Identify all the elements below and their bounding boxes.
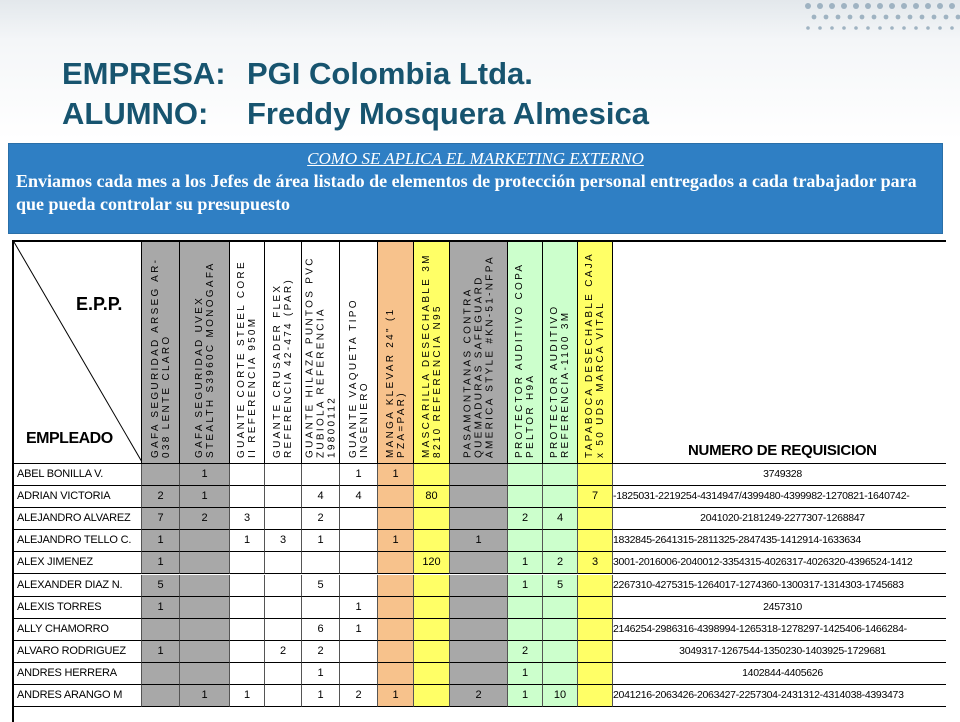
quantity-cell: [378, 552, 414, 574]
column-header-label: GUANTE HILAZA PUNTOS PVC ZUBIOLA REFERENCIA 19800112: [304, 255, 337, 458]
quantity-cell: 1: [180, 464, 230, 486]
quantity-cell: [578, 685, 613, 707]
requisition-numbers: 2146254-2986316-4398994-1265318-1278297-1425406-1466284-: [613, 622, 907, 635]
decorative-dot: [853, 3, 859, 9]
quantity-cell: [450, 552, 508, 574]
quantity-cell: 1: [340, 464, 378, 486]
quantity-cell: [450, 663, 508, 685]
quantity-cell: 1: [142, 597, 180, 619]
quantity-cell: [414, 575, 450, 597]
employee-name-cell: ABEL BONILLA V.: [14, 464, 142, 486]
quantity-cell: [230, 597, 265, 619]
quantity-cell: [378, 597, 414, 619]
requisition-numbers: 3001-2016006-2040012-3354315-4026317-4026320-4396524-1412: [613, 556, 913, 569]
quantity-cell: 1: [142, 641, 180, 663]
requisition-header: NUMERO DE REQUISICION: [688, 442, 877, 459]
quantity-cell: [578, 530, 613, 552]
quantity-cell: [508, 486, 543, 508]
quantity-cell: 1: [302, 530, 340, 552]
column-header: [302, 242, 340, 464]
quantity-cell: [180, 597, 230, 619]
requisition-cell: [613, 619, 946, 641]
column-header-label: MASCARILLA DESECHABLE 3M 8210 REFERENCIA N95: [420, 252, 443, 458]
quantity-cell: [543, 597, 578, 619]
quantity-cell: 6: [302, 619, 340, 641]
quantity-cell: 2: [508, 508, 543, 530]
quantity-cell: [265, 619, 302, 641]
quantity-cell: [414, 641, 450, 663]
quantity-cell: [450, 641, 508, 663]
column-header: [340, 242, 378, 464]
quantity-cell: 1: [180, 685, 230, 707]
quantity-cell: 1: [378, 464, 414, 486]
quantity-cell: 1: [378, 685, 414, 707]
quantity-cell: [265, 597, 302, 619]
requisition-cell: [613, 597, 946, 619]
quantity-cell: [450, 619, 508, 641]
empleado-label: EMPLEADO: [26, 430, 113, 447]
quantity-cell: [378, 508, 414, 530]
quantity-cell: [543, 530, 578, 552]
quantity-cell: [450, 486, 508, 508]
column-header: [180, 242, 230, 464]
quantity-cell: [142, 619, 180, 641]
decorative-dot: [950, 26, 954, 30]
column-header: [508, 242, 543, 464]
quantity-cell: [180, 641, 230, 663]
quantity-cell: 2: [302, 508, 340, 530]
empresa-value: PGI Colombia Ltda.: [247, 56, 533, 91]
employee-name-cell: ADRIAN VICTORIA: [14, 486, 142, 508]
requisition-cell: [613, 552, 946, 574]
quantity-cell: 3: [265, 530, 302, 552]
quantity-cell: 3: [230, 508, 265, 530]
employee-name-cell: ALLY CHAMORRO: [14, 619, 142, 641]
quantity-cell: [414, 685, 450, 707]
column-header: [378, 242, 414, 464]
quantity-cell: [180, 530, 230, 552]
quantity-cell: [578, 508, 613, 530]
quantity-cell: 1: [508, 552, 543, 574]
requisition-numbers: -1825031-2219254-4314947/4399480-4399982-1270821-1640742-: [613, 490, 910, 503]
decorative-dot: [913, 3, 919, 9]
decorative-dot: [806, 26, 810, 30]
employee-name-cell: ANDRES ARANGO M: [14, 685, 142, 707]
quantity-cell: [378, 641, 414, 663]
quantity-cell: [414, 663, 450, 685]
quantity-cell: [230, 619, 265, 641]
quantity-cell: [378, 619, 414, 641]
quantity-cell: 2: [142, 486, 180, 508]
quantity-cell: [265, 663, 302, 685]
quantity-cell: [578, 619, 613, 641]
decorative-dot: [812, 15, 817, 20]
requisition-numbers: 2041216-2063426-2063427-2257304-2431312-4314038-4393473: [613, 689, 904, 701]
quantity-cell: [340, 663, 378, 685]
quantity-cell: 1: [450, 530, 508, 552]
decorative-dot: [914, 26, 918, 30]
decorative-dot: [824, 15, 829, 20]
quantity-cell: [508, 464, 543, 486]
quantity-cell: [543, 663, 578, 685]
quantity-cell: 1: [302, 685, 340, 707]
quantity-cell: [142, 663, 180, 685]
quantity-cell: [508, 597, 543, 619]
quantity-cell: [450, 575, 508, 597]
empresa-line: [62, 54, 649, 94]
quantity-cell: [340, 552, 378, 574]
requisition-numbers: 1402844-4405626: [742, 666, 823, 679]
requisition-cell: [613, 685, 946, 707]
decorative-dot: [926, 26, 930, 30]
decorative-dot: [884, 15, 889, 20]
corner-diagonal-line: [14, 242, 142, 462]
alumno-label: ALUMNO:: [62, 96, 209, 131]
quantity-cell: 1: [230, 685, 265, 707]
quantity-cell: 1: [142, 552, 180, 574]
quantity-cell: [578, 464, 613, 486]
column-header-label: PROTECTOR AUDITIVO REFERENCIA-1100 3M: [549, 304, 571, 458]
quantity-cell: 1: [378, 530, 414, 552]
decorative-dot-pattern: [800, 0, 960, 40]
quantity-cell: [340, 530, 378, 552]
quantity-cell: 2: [508, 641, 543, 663]
column-header-label: GAFA SEGURIDAD ARSEG AR-038 LENTE CLARO: [149, 257, 172, 458]
quantity-cell: [265, 575, 302, 597]
column-header: [230, 242, 265, 464]
quantity-cell: 1: [302, 663, 340, 685]
column-header: [578, 242, 613, 464]
quantity-cell: 2: [340, 685, 378, 707]
quantity-cell: [414, 508, 450, 530]
quantity-cell: [378, 575, 414, 597]
decorative-dot: [865, 3, 871, 9]
decorative-dot: [818, 26, 822, 30]
requisition-numbers: 2267310-4275315-1264017-1274360-1300317-1314303-1745683: [613, 578, 904, 591]
column-header-label: GUANTE VAQUETA TIPO INGENIERO: [347, 297, 370, 458]
requisition-cell: [613, 464, 946, 486]
decorative-dot: [949, 3, 955, 9]
employee-name-cell: ALEXANDER DIAZ N.: [14, 575, 142, 597]
decorative-dot: [944, 15, 949, 20]
quantity-cell: [142, 464, 180, 486]
quantity-cell: [414, 530, 450, 552]
quantity-cell: [142, 685, 180, 707]
column-header: [543, 242, 578, 464]
decorative-dot: [938, 26, 942, 30]
quantity-cell: 1: [180, 486, 230, 508]
quantity-cell: 2: [543, 552, 578, 574]
quantity-cell: [230, 641, 265, 663]
decorative-dot: [842, 26, 846, 30]
requisition-cell: [613, 641, 946, 663]
quantity-cell: [265, 552, 302, 574]
requisition-numbers: 2457310: [763, 600, 802, 613]
quantity-cell: 4: [543, 508, 578, 530]
quantity-cell: 1: [508, 685, 543, 707]
column-header: [142, 242, 180, 464]
decorative-dot: [878, 26, 882, 30]
quantity-cell: [302, 464, 340, 486]
quantity-cell: 1: [230, 530, 265, 552]
quantity-cell: [230, 464, 265, 486]
quantity-cell: 2: [450, 685, 508, 707]
quantity-cell: [543, 641, 578, 663]
column-header-label: PROTECTOR AUDITIVO COPA PELTOR H9A: [514, 262, 536, 458]
decorative-dot: [890, 26, 894, 30]
decorative-dot: [889, 3, 895, 9]
requisition-cell: [613, 508, 946, 530]
slide-title: [62, 54, 649, 134]
quantity-cell: 1: [340, 619, 378, 641]
quantity-cell: 10: [543, 685, 578, 707]
corner-diagonal-header: [14, 242, 142, 462]
quantity-cell: 4: [302, 486, 340, 508]
requisition-cell: [613, 486, 946, 508]
quantity-cell: 2: [265, 641, 302, 663]
column-header-label: TAPABOCA DESECHABLE CAJA x 50 UDS MARCA VITAL: [584, 252, 606, 458]
employee-name-cell: ALVARO RODRIGUEZ: [14, 641, 142, 663]
decorative-dot: [896, 15, 901, 20]
decorative-dot: [866, 26, 870, 30]
quantity-cell: 1: [508, 663, 543, 685]
epp-label: E.P.P.: [76, 294, 123, 314]
quantity-cell: [543, 619, 578, 641]
quantity-cell: [340, 575, 378, 597]
quantity-cell: [265, 508, 302, 530]
quantity-cell: [340, 508, 378, 530]
requisition-cell: [613, 663, 946, 685]
column-header: [450, 242, 508, 464]
quantity-cell: 4: [340, 486, 378, 508]
decorative-dot: [830, 26, 834, 30]
quantity-cell: [378, 663, 414, 685]
decorative-dot: [877, 3, 883, 9]
quantity-cell: [230, 663, 265, 685]
quantity-cell: 1: [142, 530, 180, 552]
decorative-dot: [932, 15, 937, 20]
quantity-cell: [414, 619, 450, 641]
quantity-cell: [543, 464, 578, 486]
column-header: [414, 242, 450, 464]
quantity-cell: [302, 597, 340, 619]
quantity-cell: [508, 530, 543, 552]
quantity-cell: [543, 486, 578, 508]
decorative-dot: [956, 15, 960, 20]
spreadsheet: [12, 240, 946, 722]
quantity-cell: [450, 597, 508, 619]
employee-name-cell: ALEXIS TORRES: [14, 597, 142, 619]
quantity-cell: [578, 641, 613, 663]
empresa-label: EMPRESA:: [62, 56, 226, 91]
quantity-cell: [180, 575, 230, 597]
decorative-dot: [901, 3, 907, 9]
employee-name-cell: ALEJANDRO TELLO C.: [14, 530, 142, 552]
quantity-cell: 5: [142, 575, 180, 597]
quantity-cell: [414, 464, 450, 486]
epp-table: [14, 242, 946, 722]
decorative-dot: [872, 15, 877, 20]
quantity-cell: 5: [543, 575, 578, 597]
quantity-cell: [230, 575, 265, 597]
quantity-cell: 1: [508, 575, 543, 597]
quantity-cell: 7: [578, 486, 613, 508]
quantity-cell: [265, 685, 302, 707]
quantity-cell: 80: [414, 486, 450, 508]
decorative-dot: [920, 15, 925, 20]
requisition-header-cell: [613, 242, 946, 464]
quantity-cell: 3: [578, 552, 613, 574]
requisition-numbers: 3049317-1267544-1350230-1403925-1729681: [679, 644, 886, 657]
quantity-cell: [508, 619, 543, 641]
decorative-dot: [841, 3, 847, 9]
decorative-dot: [908, 15, 913, 20]
column-header: [265, 242, 302, 464]
column-header-label: MANGA KLEVAR 24" (1 PZA=PAR): [384, 307, 407, 458]
quantity-cell: 5: [302, 575, 340, 597]
quantity-cell: [450, 508, 508, 530]
employee-name-cell: ALEX JIMENEZ: [14, 552, 142, 574]
marketing-banner: [8, 143, 943, 234]
decorative-dot: [805, 3, 811, 9]
quantity-cell: [180, 663, 230, 685]
quantity-cell: 2: [180, 508, 230, 530]
quantity-cell: [230, 486, 265, 508]
requisition-cell: [613, 575, 946, 597]
requisition-numbers: 1832845-2641315-2811325-2847435-1412914-1633634: [613, 534, 861, 547]
column-header-label: PASAMONTANAS CONTRA QUEMADURAS SAFEGUARD AMERICA STYLE #KN-51-NFPA: [462, 254, 495, 458]
decorative-dot: [829, 3, 835, 9]
quantity-cell: [578, 575, 613, 597]
decorative-dot: [860, 15, 865, 20]
decorative-dot: [836, 15, 841, 20]
column-header-label: GUANTE CORTE STEEL CORE II REFERENCIA 950M: [236, 259, 258, 458]
quantity-cell: [230, 552, 265, 574]
decorative-dot: [902, 26, 906, 30]
decorative-dot: [848, 15, 853, 20]
quantity-cell: [414, 597, 450, 619]
alumno-line: [62, 94, 649, 134]
quantity-cell: [578, 663, 613, 685]
quantity-cell: [265, 464, 302, 486]
decorative-dot: [817, 3, 823, 9]
decorative-dot: [937, 3, 943, 9]
quantity-cell: [378, 486, 414, 508]
quantity-cell: 120: [414, 552, 450, 574]
quantity-cell: 7: [142, 508, 180, 530]
decorative-dot: [925, 3, 931, 9]
quantity-cell: [578, 597, 613, 619]
quantity-cell: [340, 641, 378, 663]
decorative-dot: [854, 26, 858, 30]
employee-name-cell: ANDRES HERRERA: [14, 663, 142, 685]
alumno-value: Freddy Mosquera Almesica: [247, 96, 649, 131]
quantity-cell: [265, 486, 302, 508]
requisition-numbers: 3749328: [763, 468, 802, 480]
quantity-cell: 2: [302, 641, 340, 663]
quantity-cell: [302, 552, 340, 574]
banner-body: Enviamos cada mes a los Jefes de área listado de elementos de protección personal entregados a cada trabajador para que pueda controlar su presupuesto: [16, 171, 917, 214]
employee-name-cell: ALEJANDRO ALVAREZ: [14, 508, 142, 530]
requisition-numbers: 2041020-2181249-2277307-1268847: [700, 512, 865, 525]
banner-heading: COMO SE APLICA EL MARKETING EXTERNO: [307, 149, 644, 168]
quantity-cell: [180, 619, 230, 641]
column-header-label: GAFA SEGURIDAD UVEX STEALTH S3960C MONOGAFA: [193, 260, 216, 458]
quantity-cell: [450, 464, 508, 486]
quantity-cell: 1: [340, 597, 378, 619]
column-header-label: GUANTE CRUSADER FLEX REFERENCIA 42-474 (PAR): [272, 277, 294, 458]
quantity-cell: [180, 552, 230, 574]
requisition-cell: [613, 530, 946, 552]
